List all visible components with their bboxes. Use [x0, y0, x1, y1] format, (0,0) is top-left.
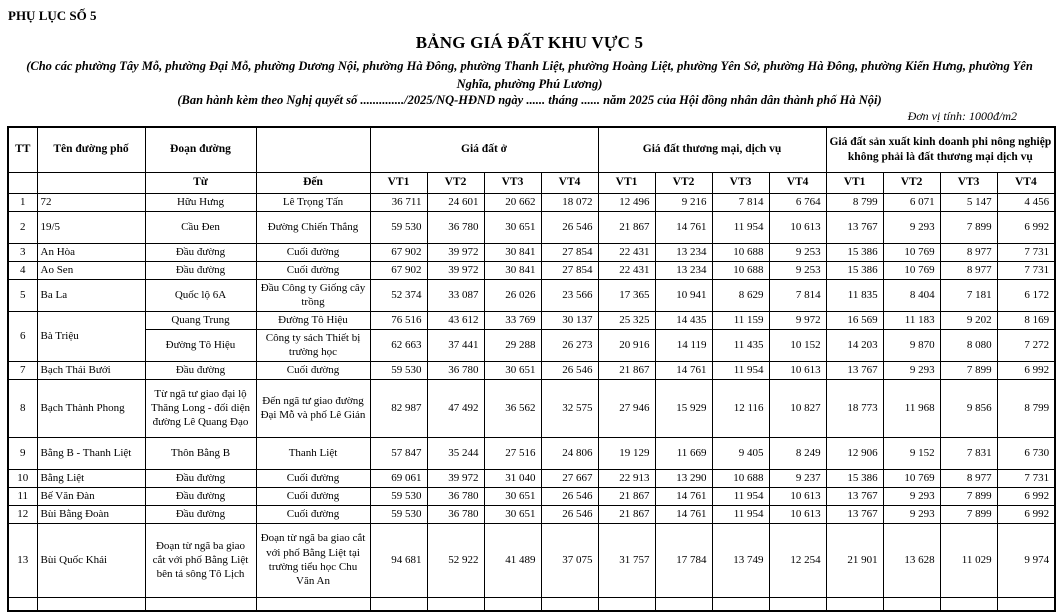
price-cell	[370, 597, 427, 611]
price-cell: 6 071	[883, 193, 940, 211]
price-cell: 15 929	[655, 379, 712, 437]
vt1-header: VT1	[370, 172, 427, 193]
street-name-cell: Bạch Thái Bưởi	[37, 361, 145, 379]
price-cell: 8 799	[826, 193, 883, 211]
vt2-header: VT2	[883, 172, 940, 193]
price-cell: 36 711	[370, 193, 427, 211]
price-cell: 4 456	[997, 193, 1055, 211]
tt-cell: 6	[8, 311, 37, 361]
segment-from-cell: Đầu đường	[145, 487, 256, 505]
price-cell: 67 902	[370, 261, 427, 279]
price-cell: 27 854	[541, 243, 598, 261]
tt-cell: 3	[8, 243, 37, 261]
price-cell: 10 152	[769, 329, 826, 361]
appendix-label: PHỤ LỤC SỐ 5	[8, 8, 97, 23]
vt1-header: VT1	[826, 172, 883, 193]
price-cell: 9 202	[940, 311, 997, 329]
price-cell: 13 234	[655, 261, 712, 279]
segment-to-cell: Công ty sách Thiết bị trường học	[256, 329, 370, 361]
segment-from-cell: Quốc lộ 6A	[145, 279, 256, 311]
price-cell: 30 841	[484, 261, 541, 279]
price-cell: 14 203	[826, 329, 883, 361]
table-row-partial	[8, 597, 1055, 611]
price-cell: 41 489	[484, 523, 541, 597]
price-cell: 8 080	[940, 329, 997, 361]
price-cell: 26 546	[541, 505, 598, 523]
price-cell: 12 116	[712, 379, 769, 437]
street-name-cell: Ao Sen	[37, 261, 145, 279]
tt-cell: 11	[8, 487, 37, 505]
price-cell: 6 992	[997, 211, 1055, 243]
tt-cell	[8, 597, 37, 611]
price-cell: 30 651	[484, 211, 541, 243]
street-name-cell: Bạch Thành Phong	[37, 379, 145, 437]
table-row	[8, 437, 1055, 469]
segment-from-cell: Đường Tô Hiệu	[145, 329, 256, 361]
price-cell: 22 913	[598, 469, 655, 487]
vt1-header: VT1	[598, 172, 655, 193]
tt-cell: 12	[8, 505, 37, 523]
header-row-groups	[8, 127, 1055, 172]
segment-to-cell: Cuối đường	[256, 261, 370, 279]
issuance-line: (Ban hành kèm theo Nghị quyết số ............../2025/NQ-HĐND ngày ...... tháng ...... năm 2025 của Hội đồng nhân dân thành phố Hà Nội)	[177, 93, 882, 107]
price-cell: 7 814	[769, 279, 826, 311]
price-cell: 37 075	[541, 523, 598, 597]
price-cell: 8 977	[940, 469, 997, 487]
table-row	[8, 193, 1055, 211]
price-cell: 26 026	[484, 279, 541, 311]
price-cell: 11 159	[712, 311, 769, 329]
price-cell: 8 629	[712, 279, 769, 311]
price-cell: 7 181	[940, 279, 997, 311]
price-cell: 30 651	[484, 505, 541, 523]
price-cell: 11 968	[883, 379, 940, 437]
table-row	[8, 487, 1055, 505]
price-cell: 9 253	[769, 243, 826, 261]
table-row	[8, 311, 1055, 329]
price-cell: 26 546	[541, 487, 598, 505]
price-cell: 67 902	[370, 243, 427, 261]
price-cell: 7 731	[997, 243, 1055, 261]
price-cell: 9 856	[940, 379, 997, 437]
price-cell: 14 761	[655, 361, 712, 379]
land-price-table	[7, 126, 1056, 612]
segment-to-cell: Cuối đường	[256, 243, 370, 261]
table-row	[8, 469, 1055, 487]
price-cell: 33 087	[427, 279, 484, 311]
price-cell: 76 516	[370, 311, 427, 329]
price-cell: 10 613	[769, 505, 826, 523]
group-residential-header: Giá đất ở	[370, 127, 598, 172]
price-cell	[997, 597, 1055, 611]
price-cell: 12 496	[598, 193, 655, 211]
price-cell: 69 061	[370, 469, 427, 487]
price-cell: 15 386	[826, 243, 883, 261]
price-cell: 13 628	[883, 523, 940, 597]
price-cell: 30 137	[541, 311, 598, 329]
segment-header: Đoạn đường	[145, 127, 256, 172]
unit-note: Đơn vị tính: 1000đ/m2	[907, 109, 1017, 123]
price-cell: 6 730	[997, 437, 1055, 469]
price-cell	[769, 597, 826, 611]
price-cell: 6 992	[997, 361, 1055, 379]
tt-cell: 1	[8, 193, 37, 211]
price-cell: 11 669	[655, 437, 712, 469]
price-cell: 59 530	[370, 211, 427, 243]
price-cell: 52 374	[370, 279, 427, 311]
segment-to-cell	[256, 597, 370, 611]
price-cell: 39 972	[427, 261, 484, 279]
price-cell: 13 767	[826, 505, 883, 523]
price-cell: 6 992	[997, 487, 1055, 505]
price-cell: 27 516	[484, 437, 541, 469]
price-table-body	[8, 193, 1055, 611]
street-name-cell: Ba La	[37, 279, 145, 311]
price-cell: 57 847	[370, 437, 427, 469]
price-cell	[883, 597, 940, 611]
price-cell: 13 767	[826, 211, 883, 243]
price-cell: 19 129	[598, 437, 655, 469]
price-cell: 59 530	[370, 361, 427, 379]
price-cell: 15 386	[826, 469, 883, 487]
price-cell: 9 237	[769, 469, 826, 487]
street-name-cell: Bùi Quốc Khái	[37, 523, 145, 597]
table-row	[8, 523, 1055, 597]
price-cell: 7 731	[997, 261, 1055, 279]
price-cell: 32 575	[541, 379, 598, 437]
price-cell: 7 831	[940, 437, 997, 469]
price-cell	[427, 597, 484, 611]
segment-from-cell: Từ ngã tư giao đại lộ Thăng Long - đối diện đường Lê Quang Đạo	[145, 379, 256, 437]
price-cell: 14 761	[655, 487, 712, 505]
tt-cell: 5	[8, 279, 37, 311]
price-cell	[712, 597, 769, 611]
segment-from-cell: Đầu đường	[145, 505, 256, 523]
price-cell: 36 780	[427, 505, 484, 523]
tt-cell: 4	[8, 261, 37, 279]
price-cell: 7 899	[940, 361, 997, 379]
tt-cell: 8	[8, 379, 37, 437]
segment-from-cell: Đầu đường	[145, 243, 256, 261]
price-cell: 36 780	[427, 487, 484, 505]
segment-to-cell: Thanh Liệt	[256, 437, 370, 469]
price-cell	[541, 597, 598, 611]
segment-to-cell: Lê Trọng Tấn	[256, 193, 370, 211]
street-name-cell: Bùi Bằng Đoàn	[37, 505, 145, 523]
price-cell: 9 152	[883, 437, 940, 469]
price-cell: 5 147	[940, 193, 997, 211]
segment-to-cell: Đến ngã tư giao đường Đại Mỗ và phố Lê Giản	[256, 379, 370, 437]
street-name-cell: Bà Triệu	[37, 311, 145, 361]
street-name-cell: Bế Văn Đàn	[37, 487, 145, 505]
price-cell: 14 761	[655, 211, 712, 243]
price-cell: 36 780	[427, 211, 484, 243]
price-cell: 9 972	[769, 311, 826, 329]
price-cell: 11 029	[940, 523, 997, 597]
price-cell: 6 992	[997, 505, 1055, 523]
price-cell: 24 806	[541, 437, 598, 469]
price-cell: 10 688	[712, 261, 769, 279]
price-cell: 10 941	[655, 279, 712, 311]
price-cell: 9 974	[997, 523, 1055, 597]
tt-cell: 7	[8, 361, 37, 379]
price-cell	[598, 597, 655, 611]
price-cell: 13 290	[655, 469, 712, 487]
price-cell: 10 769	[883, 243, 940, 261]
price-cell: 27 854	[541, 261, 598, 279]
segment-from-cell: Đầu đường	[145, 261, 256, 279]
street-name-cell	[37, 597, 145, 611]
street-name-cell: 19/5	[37, 211, 145, 243]
price-cell: 24 601	[427, 193, 484, 211]
price-cell: 8 977	[940, 243, 997, 261]
price-cell: 10 688	[712, 243, 769, 261]
price-cell: 26 273	[541, 329, 598, 361]
table-row	[8, 261, 1055, 279]
price-cell: 27 667	[541, 469, 598, 487]
price-cell: 21 867	[598, 211, 655, 243]
price-cell: 39 972	[427, 469, 484, 487]
price-cell: 21 867	[598, 487, 655, 505]
price-cell: 30 651	[484, 361, 541, 379]
segment-to-cell: Cuối đường	[256, 487, 370, 505]
price-cell: 11 435	[712, 329, 769, 361]
price-cell: 21 901	[826, 523, 883, 597]
price-cell: 10 613	[769, 361, 826, 379]
price-cell: 8 977	[940, 261, 997, 279]
from-header: Từ	[145, 172, 256, 193]
page-title: BẢNG GIÁ ĐẤT KHU VỰC 5	[415, 33, 644, 52]
segment-to-cell: Cuối đường	[256, 361, 370, 379]
price-cell: 11 183	[883, 311, 940, 329]
tt-cell: 10	[8, 469, 37, 487]
tt-subheader-spacer	[8, 172, 37, 193]
price-cell: 52 922	[427, 523, 484, 597]
price-cell: 35 244	[427, 437, 484, 469]
tt-header: TT	[8, 127, 37, 172]
segment-from-cell: Đoạn từ ngã ba giao cắt với phố Bằng Liệt bên tả sông Tô Lịch	[145, 523, 256, 597]
price-cell: 82 987	[370, 379, 427, 437]
price-cell: 17 784	[655, 523, 712, 597]
price-cell: 6 172	[997, 279, 1055, 311]
price-cell: 13 767	[826, 487, 883, 505]
price-cell: 21 867	[598, 505, 655, 523]
segment-from-cell: Thôn Bằng B	[145, 437, 256, 469]
price-cell: 11 954	[712, 211, 769, 243]
segment-to-cell: Đầu Công ty Giống cây trồng	[256, 279, 370, 311]
vt4-header: VT4	[997, 172, 1055, 193]
segment-from-cell: Hữu Hưng	[145, 193, 256, 211]
price-cell: 10 769	[883, 469, 940, 487]
vt3-header: VT3	[712, 172, 769, 193]
price-cell: 12 254	[769, 523, 826, 597]
price-cell: 7 814	[712, 193, 769, 211]
table-row	[8, 243, 1055, 261]
price-cell: 26 546	[541, 211, 598, 243]
price-cell: 13 749	[712, 523, 769, 597]
segment-from-cell	[145, 597, 256, 611]
street-name-subheader-spacer	[37, 172, 145, 193]
price-cell: 15 386	[826, 261, 883, 279]
price-cell: 8 404	[883, 279, 940, 311]
price-cell: 21 867	[598, 361, 655, 379]
price-cell: 20 662	[484, 193, 541, 211]
price-cell: 10 827	[769, 379, 826, 437]
segment-from-cell: Đầu đường	[145, 469, 256, 487]
price-cell: 23 566	[541, 279, 598, 311]
street-name-cell: Bằng B - Thanh Liệt	[37, 437, 145, 469]
price-cell: 26 546	[541, 361, 598, 379]
price-cell: 9 253	[769, 261, 826, 279]
vt3-header: VT3	[940, 172, 997, 193]
price-cell: 10 613	[769, 487, 826, 505]
price-cell: 14 119	[655, 329, 712, 361]
price-cell: 9 216	[655, 193, 712, 211]
price-cell: 9 293	[883, 505, 940, 523]
vt4-header: VT4	[769, 172, 826, 193]
price-cell: 13 234	[655, 243, 712, 261]
price-cell: 20 916	[598, 329, 655, 361]
price-cell: 43 612	[427, 311, 484, 329]
price-cell: 11 954	[712, 505, 769, 523]
price-cell: 31 757	[598, 523, 655, 597]
street-name-cell: Bằng Liệt	[37, 469, 145, 487]
street-name-cell: An Hòa	[37, 243, 145, 261]
street-name-header: Tên đường phố	[37, 127, 145, 172]
table-row	[8, 379, 1055, 437]
price-cell: 25 325	[598, 311, 655, 329]
price-cell: 8 249	[769, 437, 826, 469]
table-row	[8, 361, 1055, 379]
price-cell: 10 688	[712, 469, 769, 487]
price-cell: 22 431	[598, 243, 655, 261]
price-cell	[940, 597, 997, 611]
price-cell: 9 293	[883, 211, 940, 243]
price-cell: 11 835	[826, 279, 883, 311]
price-cell: 16 569	[826, 311, 883, 329]
price-cell: 8 799	[997, 379, 1055, 437]
tt-cell: 2	[8, 211, 37, 243]
table-row	[8, 329, 1055, 361]
price-cell: 18 072	[541, 193, 598, 211]
to-header: Đến	[256, 172, 370, 193]
group-commercial-header: Giá đất thương mại, dịch vụ	[598, 127, 826, 172]
segment-to-cell: Đoạn từ ngã ba giao cắt với phố Bằng Liệt tại trường tiểu học Chu Văn An	[256, 523, 370, 597]
price-cell: 7 899	[940, 505, 997, 523]
price-cell: 9 293	[883, 487, 940, 505]
price-cell: 10 613	[769, 211, 826, 243]
price-cell: 30 651	[484, 487, 541, 505]
price-cell: 29 288	[484, 329, 541, 361]
vt2-header: VT2	[655, 172, 712, 193]
segment-from-cell: Quang Trung	[145, 311, 256, 329]
header-row-subcolumns	[8, 172, 1055, 193]
tt-cell: 13	[8, 523, 37, 597]
price-cell: 62 663	[370, 329, 427, 361]
price-cell	[655, 597, 712, 611]
segment-to-cell: Cuối đường	[256, 505, 370, 523]
price-cell: 13 767	[826, 361, 883, 379]
segment-from-cell: Cầu Đen	[145, 211, 256, 243]
price-cell: 22 431	[598, 261, 655, 279]
group-nonagri-header: Giá đất sản xuất kinh doanh phi nông nghiệp không phải là đất thương mại dịch vụ	[826, 127, 1055, 172]
price-cell	[484, 597, 541, 611]
vt4-header: VT4	[541, 172, 598, 193]
table-row	[8, 505, 1055, 523]
vt3-header: VT3	[484, 172, 541, 193]
price-cell: 11 954	[712, 487, 769, 505]
price-cell: 17 365	[598, 279, 655, 311]
vt2-header: VT2	[427, 172, 484, 193]
segment-to-cell: Cuối đường	[256, 469, 370, 487]
price-cell: 59 530	[370, 505, 427, 523]
price-cell: 10 769	[883, 261, 940, 279]
segment-from-cell: Đầu đường	[145, 361, 256, 379]
segment-to-cell: Đường Tô Hiệu	[256, 311, 370, 329]
price-cell: 6 764	[769, 193, 826, 211]
price-cell: 7 731	[997, 469, 1055, 487]
price-cell: 39 972	[427, 243, 484, 261]
price-cell: 30 841	[484, 243, 541, 261]
price-cell: 47 492	[427, 379, 484, 437]
table-row	[8, 279, 1055, 311]
page-subtitle: (Cho các phường Tây Mỗ, phường Đại Mỗ, phường Dương Nội, phường Hà Đông, phường Thanh Liệt, phường Hoàng Liệt, phường Yên Sở, phường Hà Đông, phường Kiến Hưng, phường Yên Nghĩa, phường Phú Lương)	[26, 59, 1033, 91]
price-cell: 7 272	[997, 329, 1055, 361]
price-cell: 94 681	[370, 523, 427, 597]
price-cell: 33 769	[484, 311, 541, 329]
table-row	[8, 211, 1055, 243]
price-cell: 9 293	[883, 361, 940, 379]
price-cell: 36 780	[427, 361, 484, 379]
price-cell: 18 773	[826, 379, 883, 437]
price-cell: 59 530	[370, 487, 427, 505]
price-cell: 11 954	[712, 361, 769, 379]
price-cell: 7 899	[940, 487, 997, 505]
tt-cell: 9	[8, 437, 37, 469]
table-header	[8, 127, 1055, 193]
price-cell	[826, 597, 883, 611]
price-cell: 14 435	[655, 311, 712, 329]
price-cell: 8 169	[997, 311, 1055, 329]
price-cell: 9 405	[712, 437, 769, 469]
street-name-cell: 72	[37, 193, 145, 211]
price-cell: 36 562	[484, 379, 541, 437]
price-cell: 14 761	[655, 505, 712, 523]
price-cell: 27 946	[598, 379, 655, 437]
segment-to-header-spacer	[256, 127, 370, 172]
price-cell: 31 040	[484, 469, 541, 487]
price-cell: 37 441	[427, 329, 484, 361]
price-cell: 7 899	[940, 211, 997, 243]
price-cell: 12 906	[826, 437, 883, 469]
segment-to-cell: Đường Chiến Thắng	[256, 211, 370, 243]
price-cell: 9 870	[883, 329, 940, 361]
